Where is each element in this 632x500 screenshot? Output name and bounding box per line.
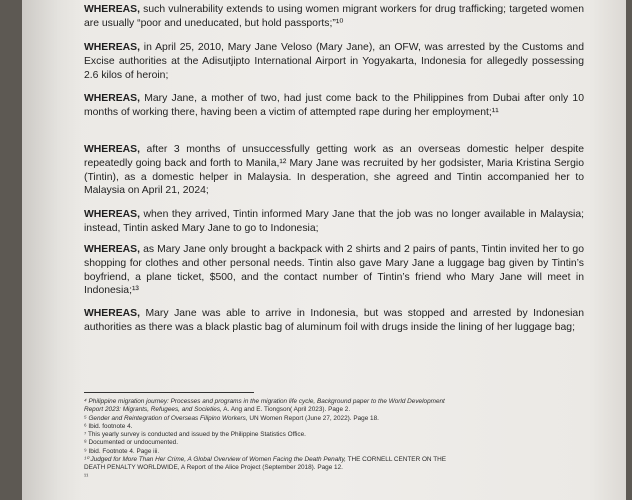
footnote-plain: UN Women Report (June 27, 2022). Page 18. [247,414,379,422]
paragraph-lead: WHEREAS, [84,4,140,15]
paragraph-text: after 3 months of unsuccessfully getting work as an overseas domestic helper despite repeatedly going back and forth to Manila,¹² Mary Jane was recruited by her godsister, Maria Kristina Sergio (Tintin), as a domestic helper in Malaysia. In desperation, she agreed and Tintin accompanied her to Malaysia on April 21, 2024; [84,144,584,197]
footnote-line [84,423,594,431]
page-shadow [22,0,82,500]
whereas-paragraph [84,41,584,82]
whereas-paragraph [84,92,584,120]
footnote-line [84,439,594,447]
paragraph-lead: WHEREAS, [84,209,140,220]
footnote-line [84,406,594,414]
footnote-italic: ⁴ Philippine migration journey: Processes and programs in the migration life cycle, Background paper to the World Development [84,398,445,405]
footnote-plain: ⁷ This yearly survey is conducted and issued by the Philippine Statistics Office. [84,431,306,439]
footnote-plain: A. Ang and E. Tiongson( April 2023). Page 2. [221,406,351,414]
whereas-paragraph [84,3,584,31]
whereas-paragraph [84,307,584,335]
footnote-line [84,473,594,481]
paragraph-lead: WHEREAS, [84,42,140,53]
footnote-italic: ⁵ Gender and Reintegration of Overseas Filipino Workers, [84,414,248,422]
document-page [22,0,626,500]
footnote-line [84,464,594,472]
footnote-plain: ⁶ Ibid. footnote 4. [84,422,133,430]
paragraph-text: in April 25, 2010, Mary Jane Veloso (Mary Jane), an OFW, was arrested by the Customs and Excise authorities at the Adisutjipto International Airport in Yogyakarta, Indonesia for allegedly possessing 2.6 kilos of heroin; [84,42,584,81]
footnote-italic: ¹⁰ Judged for More Than Her Crime, A Global Overview of Women Facing the Death Penalty, [84,456,346,464]
footnote-plain: ⁸ Documented or undocumented. [84,439,178,447]
paragraph-text: as Mary Jane only brought a backpack with 2 shirts and 2 pairs of pants, Tintin invited her to go shopping for clothes and other personal needs. Tintin also gave Mary Jane a luggage bag given by Tintin’s boyfriend, a plane ticket, $500, and the contact number of Tintin’s friend who Mary Jane will meet in Indonesia;¹³ [84,244,584,297]
footnote-italic: Report 2023: Migrants, Refugees, and Societies, [84,406,222,414]
footnote-line [84,431,594,439]
footnote-plain: DEATH PENALTY WORLDWIDE, A Report of the Alice Project (September 2018). Page 12. [84,464,343,472]
whereas-paragraph [84,243,584,298]
footnote-line [84,456,594,464]
paragraph-text: Mary Jane, a mother of two, had just come back to the Philippines from Dubai after only 10 months of working there, having been a victim of attempted rape during her employment;¹¹ [84,93,584,118]
paragraph-text: when they arrived, Tintin informed Mary Jane that the job was no longer available in Malaysia; instead, Tintin asked Mary Jane to go to Indonesia; [84,209,584,234]
footnotes [84,398,594,481]
footnote-divider [84,392,254,393]
paragraph-lead: WHEREAS, [84,308,140,319]
footnote-line [84,398,594,406]
footnote-plain: ⁹ Ibid. Footnote 4. Page iii. [84,447,160,455]
whereas-paragraph [84,143,584,198]
footnote-line [84,448,594,456]
paragraph-lead: WHEREAS, [84,93,140,104]
paragraph-lead: WHEREAS, [84,244,140,255]
footnote-line [84,415,594,423]
paragraph-text: Mary Jane was able to arrive in Indonesia, but was stopped and arrested by Indonesian authorities as there was a black plastic bag of aluminum foil with drugs inside the lining of her luggage bag; [84,308,584,333]
paragraph-text: such vulnerability extends to using women migrant workers for drug trafficking; targeted women are usually “poor and uneducated, but hold passports;”¹⁰ [84,4,584,29]
footnote-plain: THE CORNELL CENTER ON THE [345,456,446,464]
footnote-plain: ¹¹ [84,472,89,480]
paragraph-lead: WHEREAS, [84,144,140,155]
whereas-paragraph [84,208,584,236]
